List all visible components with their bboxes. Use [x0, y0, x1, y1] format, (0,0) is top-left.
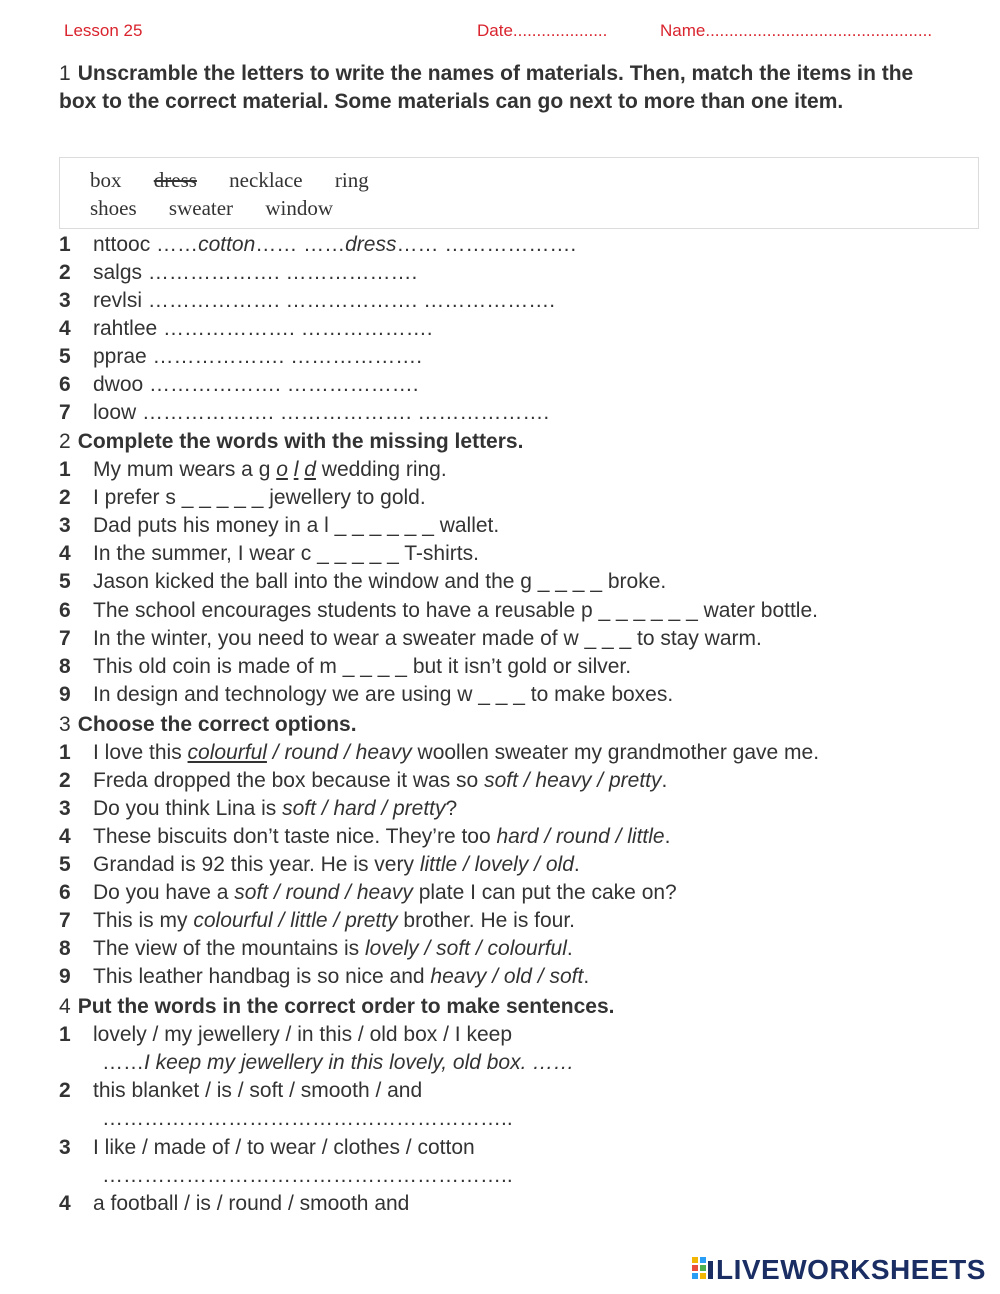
- exercise-item: [59, 259, 417, 287]
- item-number: 7: [59, 909, 71, 932]
- options[interactable]: hard / round / little: [496, 825, 665, 848]
- exercise-item: [59, 681, 673, 709]
- item-number: 3: [59, 1136, 71, 1159]
- item-text: Do you have a: [93, 881, 235, 904]
- options[interactable]: soft / round / heavy: [234, 881, 413, 904]
- item-number: 4: [59, 542, 71, 565]
- item-number: 3: [59, 289, 71, 312]
- word-box-item: ring: [334, 168, 369, 192]
- item-text: My mum wears a g: [93, 458, 277, 481]
- item-number: 6: [59, 373, 71, 396]
- exercise-item: [59, 568, 666, 596]
- answer-field[interactable]: ………………. ………………. ……………….: [142, 289, 556, 312]
- lesson-label: Lesson 25: [64, 21, 143, 40]
- item-number: 4: [59, 1192, 71, 1215]
- exercise-item: [59, 540, 479, 568]
- item-number: 5: [59, 570, 71, 593]
- answer-field[interactable]: cotton: [198, 233, 256, 256]
- word-box-item: box: [90, 168, 122, 192]
- item-text: .: [566, 937, 573, 960]
- exercise-item: [59, 739, 819, 767]
- exercise-item: [59, 879, 677, 907]
- item-text: This is my: [93, 909, 194, 932]
- item-text: Do you think Lina is: [93, 797, 283, 820]
- item-number: 2: [59, 1079, 71, 1102]
- item-text[interactable]: In design and technology we are using w _ _ _ to make boxes.: [93, 683, 674, 706]
- item-text[interactable]: This old coin is made of m _ _ _ _ but it isn’t gold or silver.: [93, 655, 632, 678]
- options[interactable]: soft / heavy / pretty: [484, 769, 662, 792]
- section-number: 4: [59, 995, 71, 1018]
- exercise-item: [59, 935, 573, 963]
- item-number: 9: [59, 965, 71, 988]
- exercise-item: [59, 287, 555, 315]
- exercise-item: [59, 795, 457, 823]
- word-box-item: necklace: [229, 168, 303, 192]
- item-text[interactable]: I prefer s _ _ _ _ _ jewellery to gold.: [93, 486, 426, 509]
- exercise-item: [59, 315, 433, 343]
- item-text: wedding ring.: [315, 458, 447, 481]
- exercise-item: [59, 371, 419, 399]
- word-box-item: window: [265, 196, 333, 220]
- section-1-heading: [59, 60, 939, 116]
- options[interactable]: colourful / little / pretty: [193, 909, 398, 932]
- item-text[interactable]: In the summer, I wear c _ _ _ _ _ T-shirts.: [93, 542, 479, 565]
- item-text: Freda dropped the box because it was so: [93, 769, 485, 792]
- scrambled-word: salgs: [93, 261, 143, 284]
- word-prompt: lovely / my jewellery / in this / old box / I keep: [93, 1023, 513, 1046]
- item-text[interactable]: The school encourages students to have a reusable p _ _ _ _ _ _ water bottle.: [93, 599, 818, 622]
- dots: …… ……: [255, 233, 346, 256]
- exercise-item: [59, 512, 499, 540]
- answer-field[interactable]: dress: [345, 233, 397, 256]
- item-text: I love this: [93, 741, 188, 764]
- dots: ……: [150, 233, 199, 256]
- scrambled-word: dwoo: [93, 373, 144, 396]
- exercise-item: [59, 907, 575, 935]
- item-text: This leather handbag is so nice and: [93, 965, 431, 988]
- word-prompt: this blanket / is / soft / smooth / and: [93, 1079, 423, 1102]
- options[interactable]: little / lovely / old: [419, 853, 574, 876]
- section-instruction: Put the words in the correct order to make sentences.: [77, 995, 615, 1018]
- word-box-item: shoes: [90, 196, 137, 220]
- answer-field[interactable]: ………………. ……………….: [157, 317, 433, 340]
- item-text: woollen sweater my grandmother gave me.: [411, 741, 820, 764]
- item-text: .: [661, 769, 668, 792]
- scrambled-word: loow: [93, 401, 137, 424]
- item-number: 1: [59, 1023, 71, 1046]
- answer-field[interactable]: …… ……………….: [396, 233, 577, 256]
- item-text: .: [573, 853, 580, 876]
- item-text: These biscuits don’t taste nice. They’re too: [93, 825, 497, 848]
- scrambled-word: revlsi: [93, 289, 143, 312]
- exercise-item: [59, 399, 549, 427]
- letter-answer[interactable]: l: [293, 458, 299, 481]
- exercise-item: [59, 767, 667, 795]
- dots: ……: [102, 1051, 144, 1074]
- section-3-heading: [59, 711, 357, 739]
- exercise-item: [59, 851, 580, 879]
- section-number: 1: [59, 62, 71, 85]
- item-number: 7: [59, 627, 71, 650]
- item-number: 1: [59, 458, 71, 481]
- scrambled-word: rahtlee: [93, 317, 158, 340]
- name-field[interactable]: Name................................................: [660, 21, 933, 40]
- scrambled-word: nttooc: [93, 233, 151, 256]
- options[interactable]: / round / heavy: [266, 741, 412, 764]
- item-number: 2: [59, 261, 71, 284]
- item-text: Grandad is 92 this year. He is very: [93, 853, 420, 876]
- exercise-item: [59, 653, 631, 681]
- options[interactable]: soft / hard / pretty: [282, 797, 446, 820]
- section-instruction: Choose the correct options.: [77, 713, 357, 736]
- options[interactable]: lovely / soft / colourful: [364, 937, 567, 960]
- section-2-heading: [59, 428, 523, 456]
- exercise-item: [59, 1190, 409, 1218]
- item-text: plate I can put the cake on?: [412, 881, 677, 904]
- item-number: 8: [59, 937, 71, 960]
- item-number: 6: [59, 881, 71, 904]
- item-text: brother. He is four.: [397, 909, 576, 932]
- word-box-row: [90, 168, 396, 193]
- item-number: 2: [59, 486, 71, 509]
- exercise-item: [59, 484, 426, 512]
- item-number: 8: [59, 655, 71, 678]
- answer-line[interactable]: …………………………………………………..: [102, 1164, 513, 1187]
- section-instruction: Complete the words with the missing letters.: [77, 430, 524, 453]
- exercise-item: [59, 625, 762, 653]
- item-number: 3: [59, 514, 71, 537]
- item-text[interactable]: Jason kicked the ball into the window and the g _ _ _ _ broke.: [93, 570, 667, 593]
- item-text: .: [583, 965, 590, 988]
- word-box: [59, 157, 979, 229]
- word-box-row: [90, 196, 360, 221]
- date-field[interactable]: Date....................: [477, 21, 608, 40]
- word-box-item-used: dress: [153, 168, 197, 192]
- exercise-item: [59, 231, 576, 259]
- logo-icon: [692, 1257, 714, 1283]
- item-number: 4: [59, 825, 71, 848]
- answer-line[interactable]: …………………………………………………..: [102, 1107, 513, 1130]
- answer-field[interactable]: ………………. ……………….: [142, 261, 418, 284]
- item-number: 1: [59, 233, 71, 256]
- item-number: 9: [59, 683, 71, 706]
- exercise-item: [59, 1077, 422, 1105]
- word-box-item: sweater: [168, 196, 234, 220]
- section-instruction: Unscramble the letters to write the names of materials. Then, match the items in the box to the correct material. Some materials can go next to more than one item.: [59, 62, 914, 113]
- item-text: .: [664, 825, 671, 848]
- item-number: 5: [59, 853, 71, 876]
- item-number: 7: [59, 401, 71, 424]
- exercise-item: [59, 823, 670, 851]
- dots: ……: [526, 1051, 575, 1074]
- section-4-heading: [59, 993, 615, 1021]
- letter-answer[interactable]: d: [304, 458, 316, 481]
- exercise-item: [59, 963, 589, 991]
- brand-name: LIVEWORKSHEETS: [716, 1254, 986, 1285]
- chosen-option[interactable]: colourful: [187, 741, 267, 764]
- exercise-item: [59, 343, 422, 371]
- item-text: ?: [445, 797, 458, 820]
- liveworksheets-logo: [692, 1255, 992, 1285]
- exercise-item: [59, 1134, 475, 1162]
- section-number: 3: [59, 713, 71, 736]
- exercise-item: [59, 597, 818, 625]
- answer-field[interactable]: ………………. ……………….: [146, 345, 423, 368]
- exercise-item: [59, 1021, 512, 1049]
- answer-field[interactable]: ………………. ………………. ……………….: [136, 401, 550, 424]
- answer-field[interactable]: ………………. ……………….: [143, 373, 419, 396]
- word-prompt: I like / made of / to wear / clothes / cotton: [93, 1136, 475, 1159]
- item-text[interactable]: Dad puts his money in a l _ _ _ _ _ _ wallet.: [93, 514, 500, 537]
- letter-answer[interactable]: o: [276, 458, 288, 481]
- item-text: The view of the mountains is: [93, 937, 365, 960]
- answer-field[interactable]: I keep my jewellery in this lovely, old box.: [144, 1051, 527, 1074]
- exercise-item: [59, 456, 447, 484]
- item-number: 3: [59, 797, 71, 820]
- item-number: 4: [59, 317, 71, 340]
- item-text[interactable]: In the winter, you need to wear a sweater made of w _ _ _ to stay warm.: [93, 627, 762, 650]
- options[interactable]: heavy / old / soft: [430, 965, 584, 988]
- item-number: 1: [59, 741, 71, 764]
- answer-line[interactable]: [102, 1049, 574, 1077]
- item-number: 5: [59, 345, 71, 368]
- item-number: 2: [59, 769, 71, 792]
- section-number: 2: [59, 430, 71, 453]
- scrambled-word: pprae: [93, 345, 147, 368]
- word-prompt: a football / is / round / smooth and: [93, 1192, 410, 1215]
- item-number: 6: [59, 599, 71, 622]
